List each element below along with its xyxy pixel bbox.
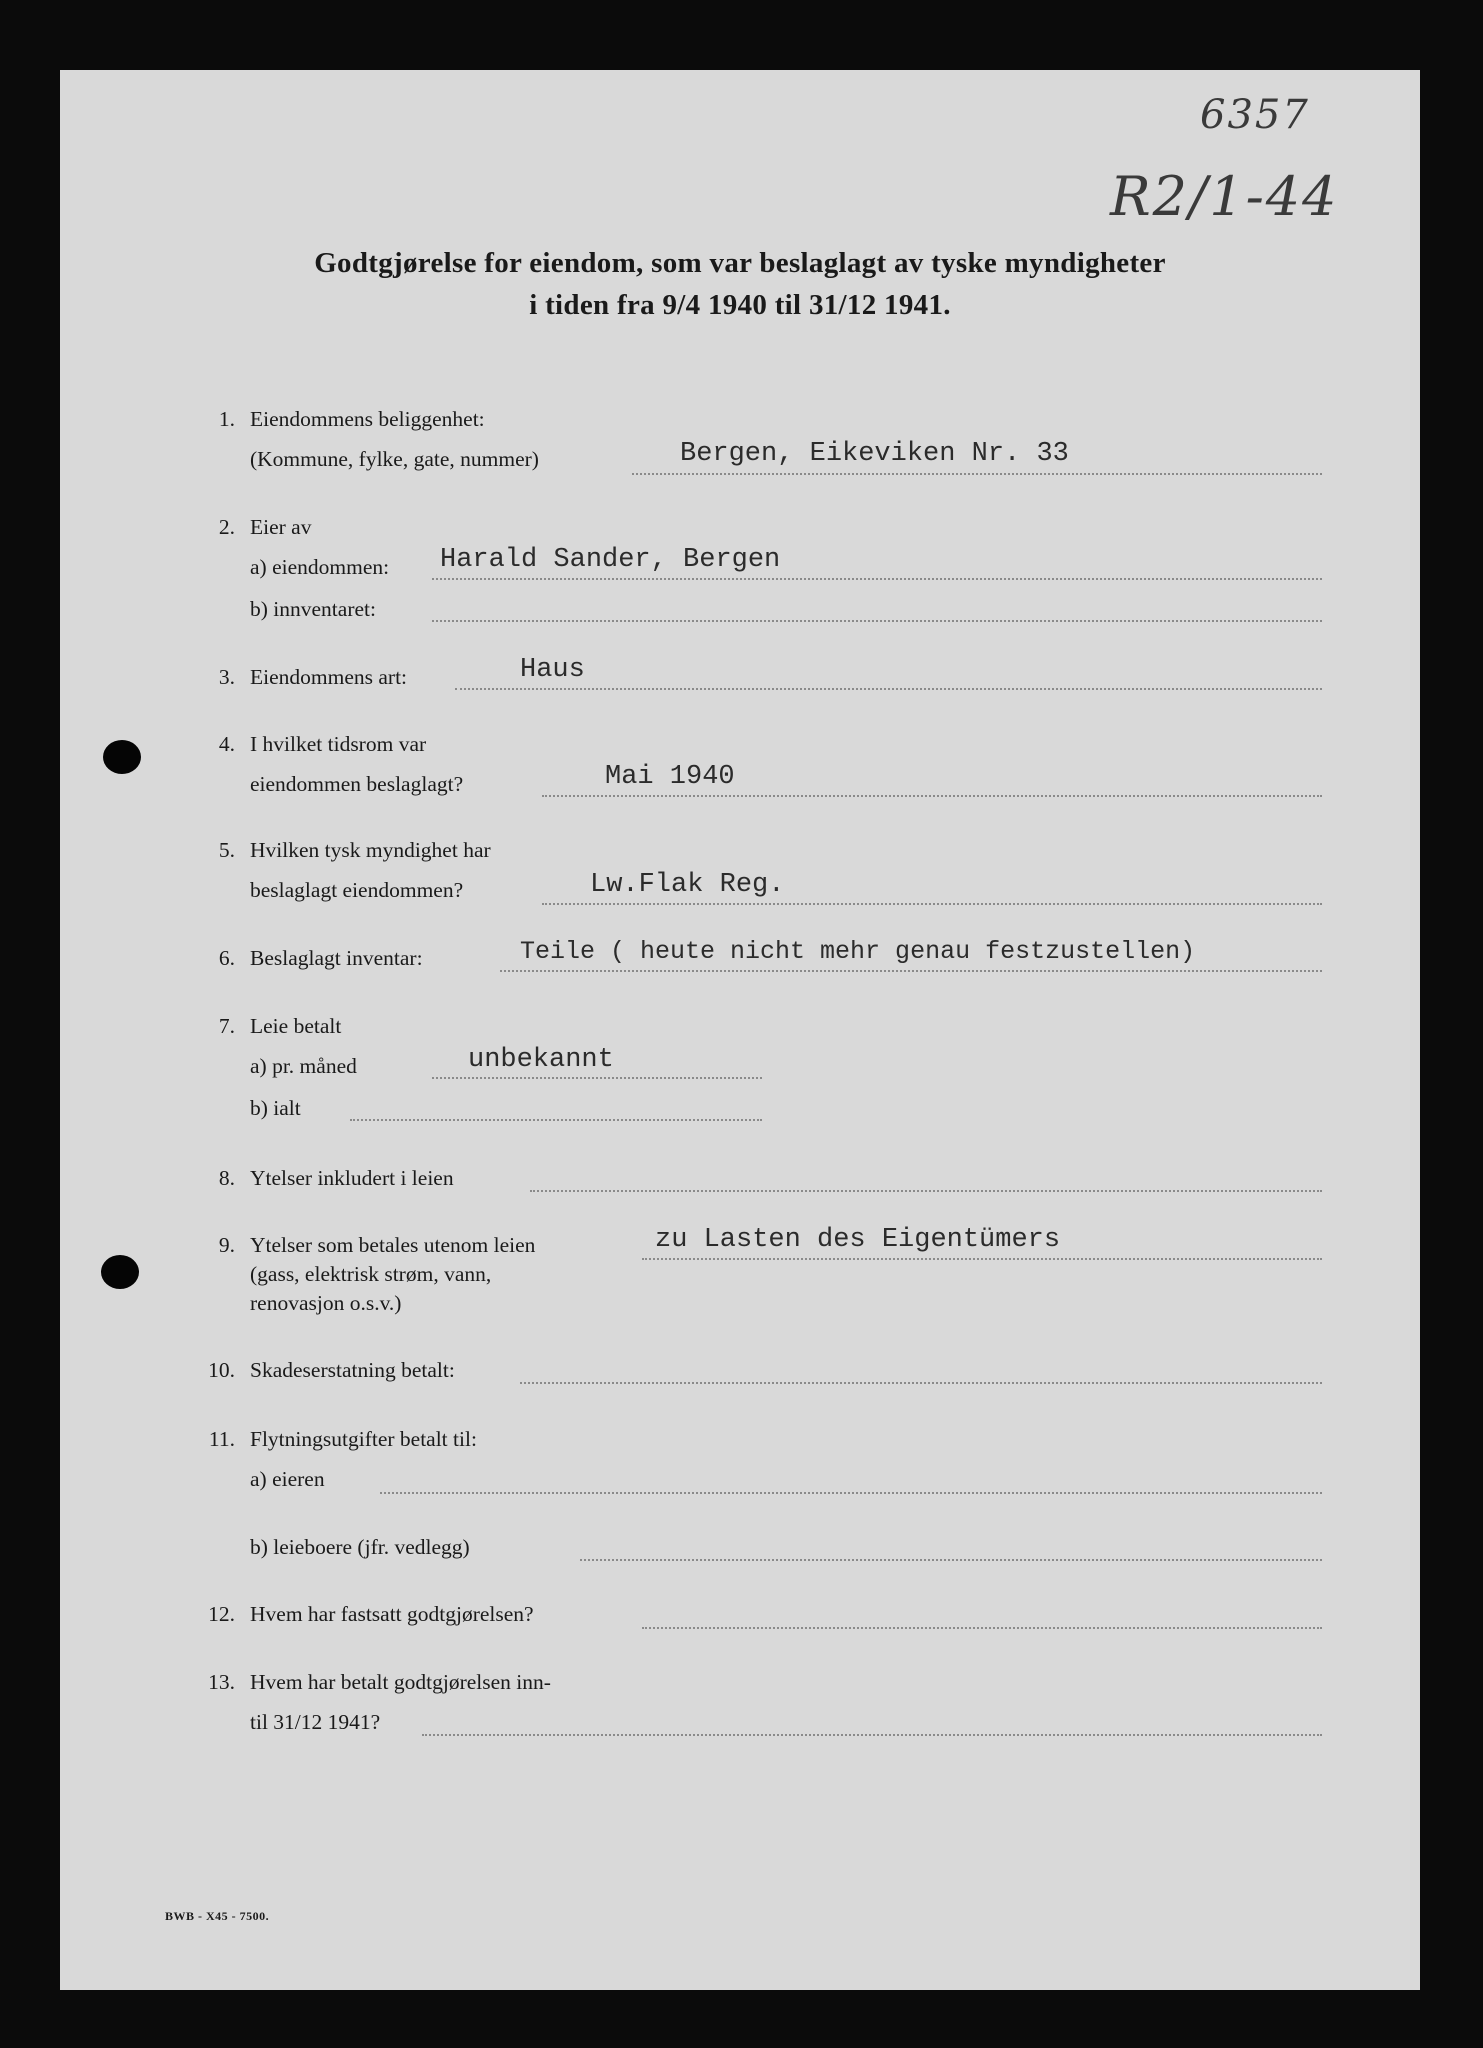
item-2b-label: b) innventaret:	[250, 597, 376, 621]
item-5-line	[542, 903, 1322, 905]
item-2a-line	[432, 578, 1322, 580]
item-10-line	[520, 1382, 1322, 1384]
item-1-sublabel: (Kommune, fylke, gate, nummer)	[250, 447, 539, 471]
item-7b-label: b) ialt	[250, 1096, 301, 1120]
item-11a-label: a) eieren	[250, 1467, 325, 1491]
item-3-number: 3.	[218, 665, 235, 689]
item-11b-label: b) leieboere (jfr. vedlegg)	[250, 1535, 470, 1559]
item-5-number: 5.	[218, 838, 235, 862]
item-4-value: Mai 1940	[605, 762, 735, 792]
item-9-label: Ytelser som betales utenom leien	[250, 1233, 536, 1257]
item-9-line	[642, 1258, 1322, 1260]
item-5-label: Hvilken tysk myndighet har	[250, 838, 491, 862]
item-6-value: Teile ( heute nicht mehr genau festzustellen)	[520, 937, 1196, 966]
item-1-line	[632, 473, 1322, 475]
item-2-number: 2.	[218, 515, 235, 539]
item-11-number: 11.	[208, 1427, 235, 1451]
item-3-line	[455, 688, 1322, 690]
item-13-label: Hvem har betalt godtgjørelsen inn-	[250, 1670, 551, 1694]
form-page	[60, 70, 1420, 1990]
item-2a-value: Harald Sander, Bergen	[440, 545, 781, 575]
item-11b-line	[580, 1559, 1322, 1561]
item-4-label: I hvilket tidsrom var	[250, 732, 427, 756]
item-12-label: Hvem har fastsatt godtgjørelsen?	[250, 1602, 534, 1626]
item-5-value: Lw.Flak Reg.	[590, 870, 785, 900]
item-7-number: 7.	[218, 1014, 235, 1038]
item-6-line	[500, 970, 1322, 972]
punch-hole	[103, 740, 141, 774]
item-3-label: Eiendommens art:	[250, 665, 408, 689]
item-13-number: 13.	[208, 1670, 235, 1694]
title-line-2: i tiden fra 9/4 1940 til 31/12 1941.	[529, 289, 951, 321]
item-2a-label: a) eiendommen:	[250, 555, 390, 579]
item-8-line	[530, 1190, 1322, 1192]
item-7a-line	[432, 1077, 762, 1079]
item-11-label: Flytningsutgifter betalt til:	[250, 1427, 477, 1451]
item-8-number: 8.	[218, 1166, 235, 1190]
item-6-label: Beslaglagt inventar:	[250, 946, 423, 970]
item-4-number: 4.	[218, 732, 235, 756]
item-13-sublabel: til 31/12 1941?	[250, 1710, 381, 1734]
item-4-sublabel: eiendommen beslaglagt?	[250, 772, 464, 796]
item-10-number: 10.	[208, 1358, 235, 1382]
item-2-label: Eier av	[250, 515, 312, 539]
item-9-number: 9.	[218, 1233, 235, 1257]
item-4-line	[542, 795, 1322, 797]
reference-annotation: R2/1-44	[1110, 165, 1339, 228]
item-5-sublabel: beslaglagt eiendommen?	[250, 878, 464, 902]
item-9-sublabel-1: (gass, elektrisk strøm, vann,	[250, 1262, 492, 1286]
item-3-value: Haus	[520, 655, 585, 685]
item-13-line	[422, 1734, 1322, 1736]
item-2b-line	[432, 620, 1322, 622]
punch-hole	[101, 1255, 139, 1289]
item-7-label: Leie betalt	[250, 1014, 342, 1038]
item-7a-label: a) pr. måned	[250, 1054, 357, 1078]
item-9-value: zu Lasten des Eigentümers	[655, 1225, 1061, 1255]
item-7a-value: unbekannt	[468, 1045, 614, 1075]
item-11a-line	[380, 1492, 1322, 1494]
item-7b-line	[350, 1119, 762, 1121]
page-title	[60, 242, 1420, 326]
item-10-label: Skadeserstatning betalt:	[250, 1358, 455, 1382]
item-6-number: 6.	[218, 946, 235, 970]
archive-number-annotation: 6357	[1200, 92, 1310, 138]
item-1-number: 1.	[218, 407, 235, 431]
item-1-value: Bergen, Eikeviken Nr. 33	[680, 439, 1069, 469]
item-8-label: Ytelser inkludert i leien	[250, 1166, 454, 1190]
title-line-1: Godtgjørelse for eiendom, som var beslaglagt av tyske myndigheter	[314, 247, 1166, 279]
item-12-number: 12.	[208, 1602, 235, 1626]
print-code: BWB - X45 - 7500.	[165, 1909, 270, 1923]
item-12-line	[642, 1627, 1322, 1629]
item-9-sublabel-2: renovasjon o.s.v.)	[250, 1291, 402, 1315]
item-1-label: Eiendommens beliggenhet:	[250, 407, 485, 431]
